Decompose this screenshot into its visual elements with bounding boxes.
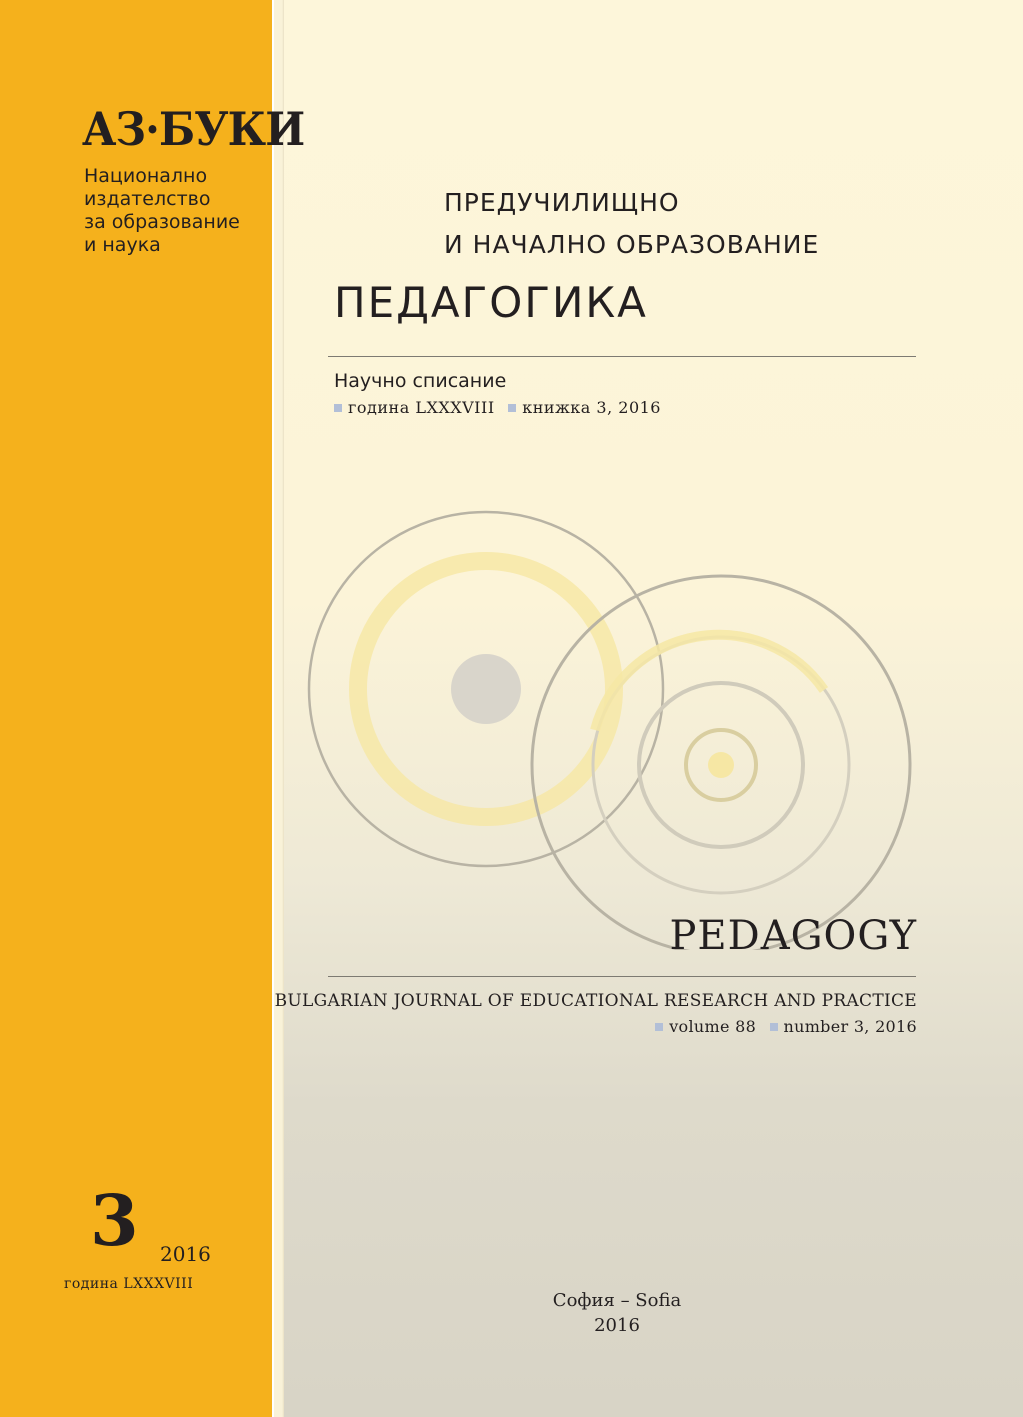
subtitle-bulgarian bbox=[444, 182, 819, 266]
bullet-icon bbox=[334, 404, 342, 412]
title-english: PEDAGOGY bbox=[669, 913, 917, 959]
publisher-line: издателство bbox=[84, 188, 211, 210]
publisher-line: Национално bbox=[84, 165, 208, 187]
publisher-line: за образование bbox=[84, 211, 240, 233]
subtitle-english: BULGARIAN JOURNAL OF EDUCATIONAL RESEARCH AND PRACTICE bbox=[274, 991, 917, 1011]
issue-number: 3 bbox=[90, 1179, 139, 1262]
volume-bulgarian: година LXXXVIII bbox=[348, 398, 495, 417]
divider-rule-english bbox=[328, 976, 916, 977]
imprint-year: 2016 bbox=[594, 1315, 640, 1336]
issue-meta-english bbox=[655, 1017, 917, 1036]
center-dot-left bbox=[451, 654, 521, 724]
issue-meta-bulgarian bbox=[334, 398, 661, 417]
bullet-icon bbox=[655, 1023, 663, 1031]
publisher-line: и наука bbox=[84, 234, 161, 256]
bullet-icon bbox=[508, 404, 516, 412]
center-dot-right bbox=[708, 752, 734, 778]
issue-year: 2016 bbox=[160, 1242, 211, 1266]
journal-type: Научно списание bbox=[334, 370, 507, 392]
subtitle-line: И НАЧАЛНО ОБРАЗОВАНИЕ bbox=[444, 230, 820, 259]
issue-bulgarian: книжка 3, 2016 bbox=[522, 398, 661, 417]
bullet-icon bbox=[770, 1023, 778, 1031]
publisher-logo: АЗ·БУКИ bbox=[82, 102, 305, 156]
subtitle-line: ПРЕДУЧИЛИЩНО bbox=[444, 188, 680, 217]
publisher-name bbox=[84, 165, 264, 257]
decorative-circles bbox=[284, 470, 1023, 950]
title-bulgarian: ПЕДАГОГИКА bbox=[334, 278, 648, 327]
issue-english: number 3, 2016 bbox=[783, 1017, 917, 1036]
imprint-city: София – Sofia bbox=[552, 1290, 682, 1311]
spine-volume: година LXXXVIII bbox=[64, 1276, 194, 1292]
spine-divider bbox=[272, 0, 284, 1417]
volume-english: volume 88 bbox=[669, 1017, 757, 1036]
divider-rule-bulgarian bbox=[328, 356, 916, 357]
